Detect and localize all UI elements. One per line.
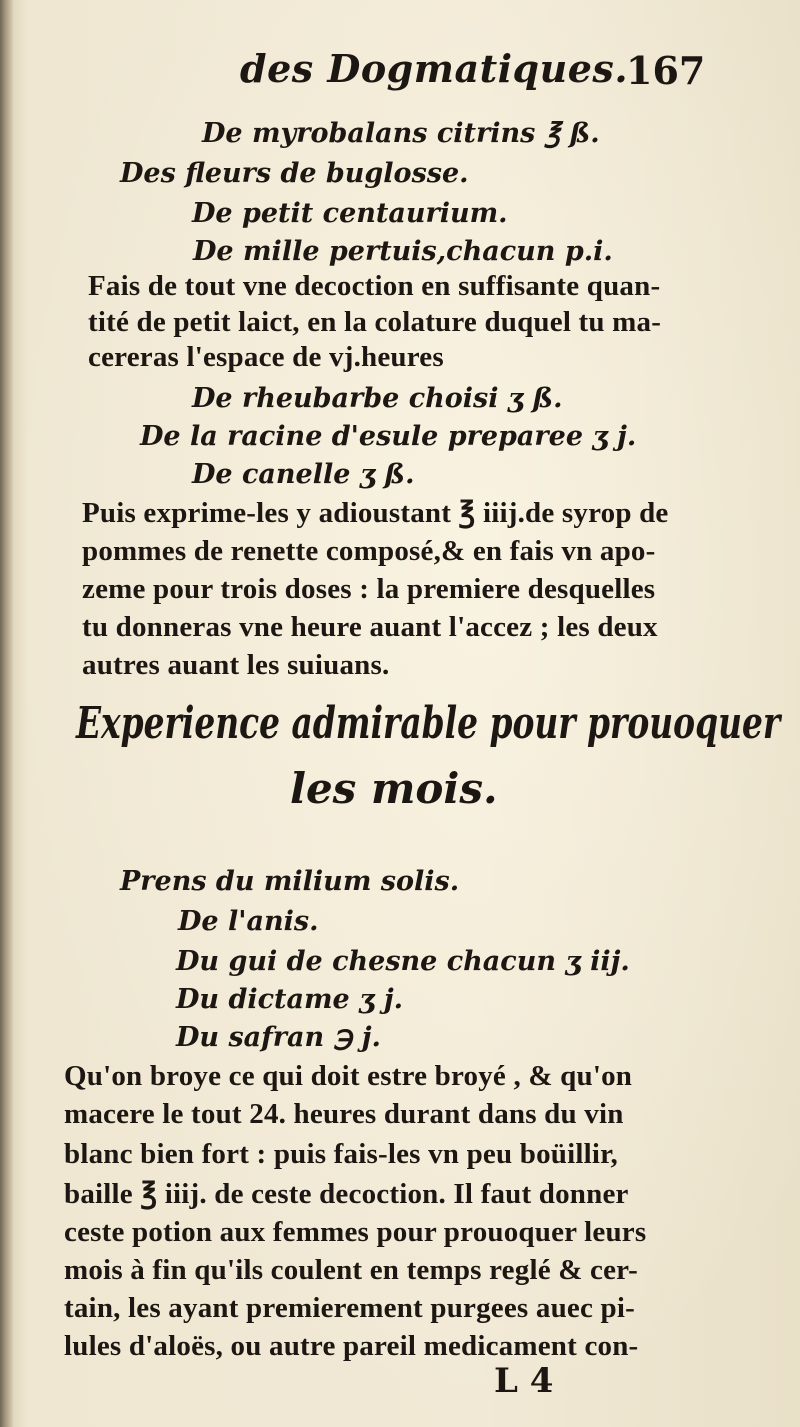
ingredient-line: De myrobalans citrins ℥ ß. xyxy=(202,118,600,149)
ingredient-line: De l'anis. xyxy=(178,906,319,937)
running-head: des Dogmatiques. xyxy=(240,46,629,91)
ingredient-line: De canelle ʒ ß. xyxy=(192,459,415,490)
binding-shadow xyxy=(0,0,14,1427)
ingredient-line: Des fleurs de buglosse. xyxy=(120,158,469,189)
prose-line: cereras l'espace de vj.heures xyxy=(88,341,444,373)
prose-line: tain, les ayant premierement purgees auec pi- xyxy=(64,1292,635,1324)
ingredient-line: Prens du milium solis. xyxy=(120,866,460,897)
page-number: 167 xyxy=(626,48,706,93)
ingredient-line: De mille pertuis,chacun p.i. xyxy=(193,236,613,267)
prose-line: ceste potion aux femmes pour prouoquer leurs xyxy=(64,1216,647,1248)
prose-line: Fais de tout vne decoction en suffisante quan- xyxy=(88,270,661,302)
signature-mark: L 4 xyxy=(494,1361,554,1401)
prose-line: mois à fin qu'ils coulent en temps reglé & cer- xyxy=(64,1254,639,1286)
prose-line: tité de petit laict, en la colature duquel tu ma- xyxy=(88,306,662,338)
prose-line: lules d'aloës, ou autre pareil medicament con- xyxy=(64,1330,639,1362)
ingredient-line: Du safran ℈ j. xyxy=(176,1022,381,1053)
ingredient-line: De la racine d'esule preparee ʒ j. xyxy=(140,421,637,452)
prose-line: baille ℥ iiij. de ceste decoction. Il faut donner xyxy=(64,1178,629,1210)
prose-line: blanc bien fort : puis fais-les vn peu boüillir, xyxy=(64,1138,618,1170)
ingredient-line: De petit centaurium. xyxy=(192,198,508,229)
prose-line: autres auant les suiuans. xyxy=(82,649,390,681)
ingredient-line: Du dictame ʒ j. xyxy=(176,984,404,1015)
section-heading-continued: les mois. xyxy=(290,764,498,813)
prose-line: macere le tout 24. heures durant dans du vin xyxy=(64,1098,624,1130)
prose-line: tu donneras vne heure auant l'accez ; les deux xyxy=(82,611,658,643)
prose-line: Puis exprime-les y adioustant ℥ iiij.de syrop de xyxy=(82,497,669,529)
ingredient-line: De rheubarbe choisi ʒ ß. xyxy=(192,383,563,414)
prose-line: zeme pour trois doses : la premiere desquelles xyxy=(82,573,656,605)
section-heading: Experience admirable pour prouoquer xyxy=(76,698,781,749)
prose-line: Qu'on broye ce qui doit estre broyé , & qu'on xyxy=(64,1060,633,1092)
ingredient-line: Du gui de chesne chacun ʒ iij. xyxy=(176,946,630,977)
prose-line: pommes de renette composé,& en fais vn apo- xyxy=(82,535,656,567)
